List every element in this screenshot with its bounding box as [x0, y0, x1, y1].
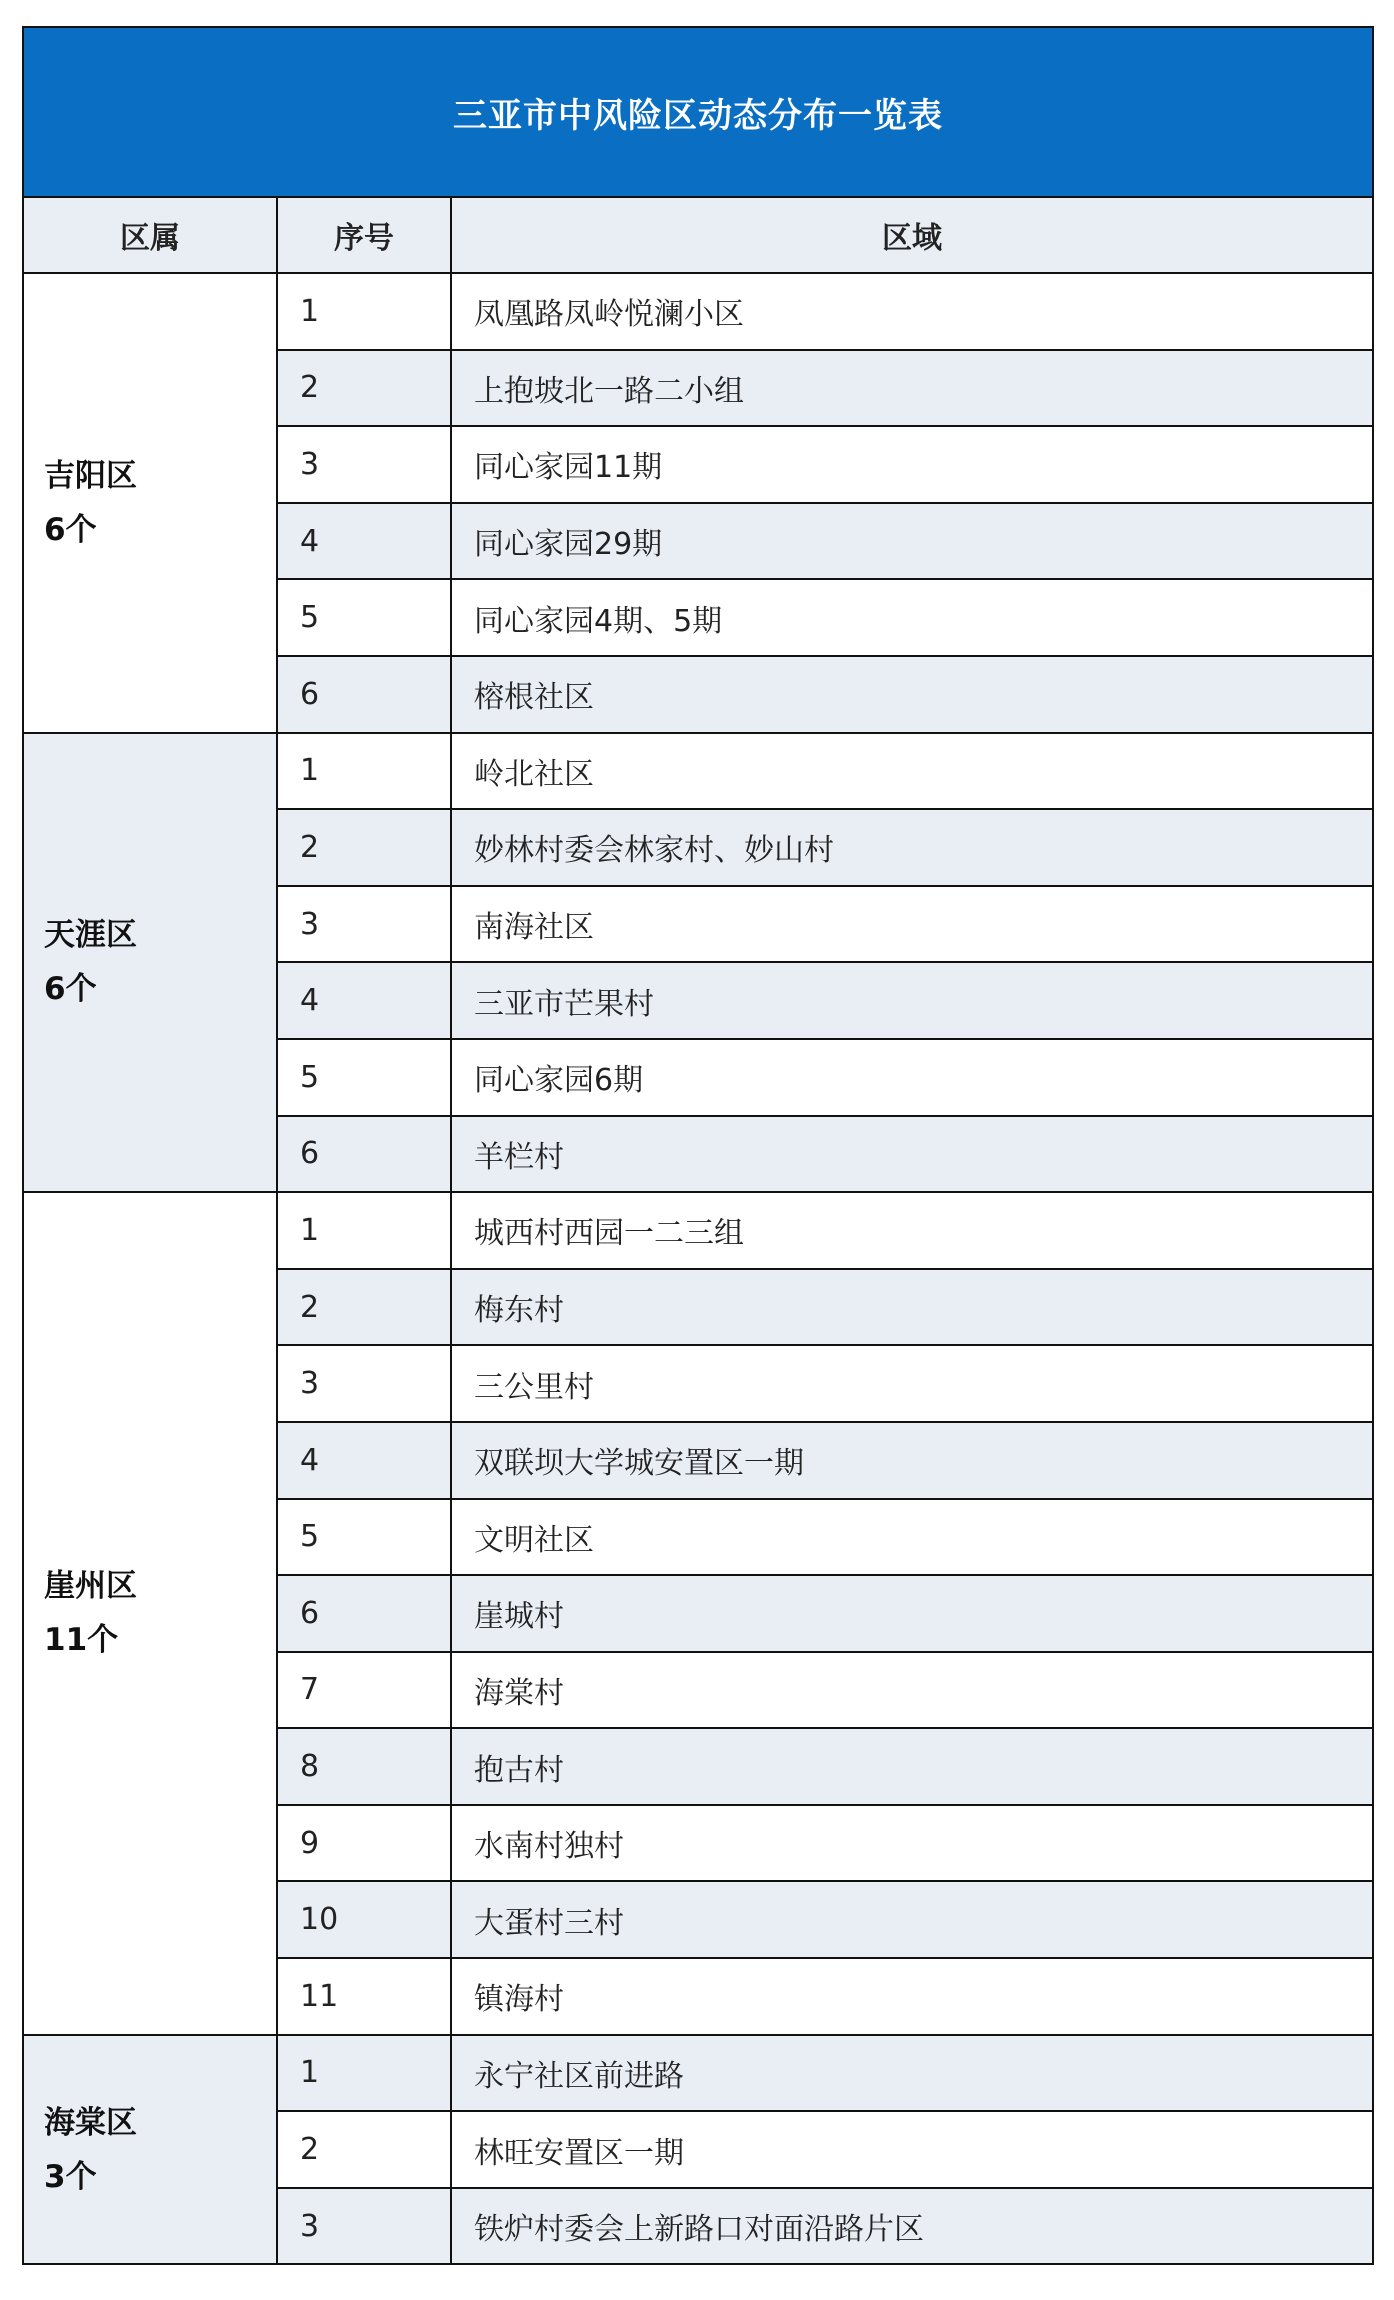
seq-cell: 3	[277, 426, 451, 503]
seq-cell: 5	[277, 1499, 451, 1576]
seq-cell: 1	[277, 733, 451, 810]
header-seq: 序号	[277, 197, 451, 273]
seq-cell: 2	[277, 2111, 451, 2188]
seq-cell: 2	[277, 1269, 451, 1346]
table-row	[23, 2035, 1373, 2112]
seq-cell: 1	[277, 273, 451, 350]
area-cell: 南海社区	[451, 886, 1373, 963]
seq-cell: 1	[277, 1192, 451, 1269]
seq-cell: 3	[277, 1345, 451, 1422]
area-cell: 三公里村	[451, 1345, 1373, 1422]
area-cell: 大蛋村三村	[451, 1881, 1373, 1958]
area-cell: 双联坝大学城安置区一期	[451, 1422, 1373, 1499]
district-cell	[23, 273, 277, 733]
area-cell: 林旺安置区一期	[451, 2111, 1373, 2188]
seq-cell: 6	[277, 656, 451, 733]
area-cell: 水南村独村	[451, 1805, 1373, 1882]
district-name: 海棠区	[44, 2104, 137, 2141]
area-cell: 妙林村委会林家村、妙山村	[451, 809, 1373, 886]
area-cell: 城西村西园一二三组	[451, 1192, 1373, 1269]
area-cell: 上抱坡北一路二小组	[451, 350, 1373, 427]
district-count: 6个	[44, 511, 97, 548]
area-cell: 同心家园4期、5期	[451, 579, 1373, 656]
seq-cell: 5	[277, 579, 451, 656]
area-cell: 榕根社区	[451, 656, 1373, 733]
district-name: 崖州区	[44, 1568, 137, 1605]
district-cell	[23, 2035, 277, 2265]
area-cell: 崖城村	[451, 1575, 1373, 1652]
area-cell: 岭北社区	[451, 733, 1373, 810]
seq-cell: 10	[277, 1881, 451, 1958]
area-cell: 梅东村	[451, 1269, 1373, 1346]
district-count: 3个	[44, 2158, 97, 2195]
seq-cell: 6	[277, 1116, 451, 1193]
area-cell: 海棠村	[451, 1652, 1373, 1729]
table-title: 三亚市中风险区动态分布一览表	[23, 27, 1373, 197]
area-cell: 同心家园11期	[451, 426, 1373, 503]
area-cell: 同心家园6期	[451, 1039, 1373, 1116]
district-cell	[23, 1192, 277, 2035]
risk-area-table-container	[22, 26, 1372, 2265]
table-row	[23, 273, 1373, 350]
seq-cell: 9	[277, 1805, 451, 1882]
risk-area-table	[22, 26, 1374, 2265]
area-cell: 凤凰路凤岭悦澜小区	[451, 273, 1373, 350]
seq-cell: 5	[277, 1039, 451, 1116]
area-cell: 铁炉村委会上新路口对面沿路片区	[451, 2188, 1373, 2265]
header-district: 区属	[23, 197, 277, 273]
area-cell: 同心家园29期	[451, 503, 1373, 580]
seq-cell: 7	[277, 1652, 451, 1729]
area-cell: 三亚市芒果村	[451, 962, 1373, 1039]
title-row	[23, 27, 1373, 197]
header-area: 区域	[451, 197, 1373, 273]
seq-cell: 1	[277, 2035, 451, 2112]
seq-cell: 11	[277, 1958, 451, 2035]
table-row	[23, 1192, 1373, 1269]
seq-cell: 4	[277, 962, 451, 1039]
area-cell: 永宁社区前进路	[451, 2035, 1373, 2112]
district-count: 11个	[44, 1622, 119, 1659]
seq-cell: 6	[277, 1575, 451, 1652]
seq-cell: 2	[277, 809, 451, 886]
table-row	[23, 733, 1373, 810]
district-count: 6个	[44, 971, 97, 1008]
area-cell: 镇海村	[451, 1958, 1373, 2035]
seq-cell: 3	[277, 2188, 451, 2265]
district-cell	[23, 733, 277, 1193]
seq-cell: 3	[277, 886, 451, 963]
seq-cell: 4	[277, 1422, 451, 1499]
seq-cell: 4	[277, 503, 451, 580]
district-name: 吉阳区	[44, 457, 137, 494]
seq-cell: 8	[277, 1728, 451, 1805]
area-cell: 文明社区	[451, 1499, 1373, 1576]
district-name: 天涯区	[44, 917, 137, 954]
seq-cell: 2	[277, 350, 451, 427]
header-row	[23, 197, 1373, 273]
area-cell: 抱古村	[451, 1728, 1373, 1805]
area-cell: 羊栏村	[451, 1116, 1373, 1193]
